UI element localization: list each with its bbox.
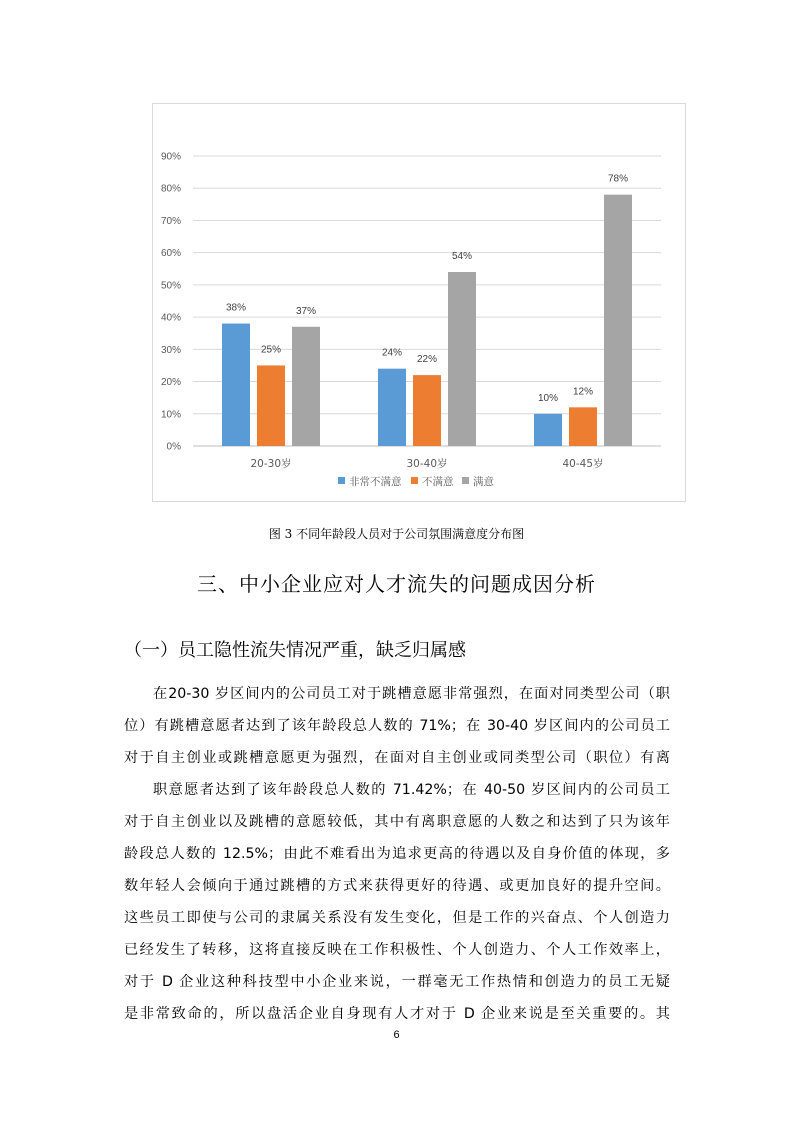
paragraph-line: 在20-30 岁区间内的公司员工对于跳槽意愿非常强烈，在面对同类型公司（职 (153, 686, 670, 702)
bar (378, 369, 406, 446)
bar (569, 407, 597, 446)
data-label: 78% (607, 173, 629, 185)
x-tick-label: 40-45岁 (562, 458, 604, 470)
y-tick-label: 30% (160, 344, 181, 356)
y-tick-label: 10% (160, 409, 181, 421)
bar-chart (153, 104, 687, 503)
legend-swatch (338, 477, 345, 484)
y-tick-label: 40% (160, 312, 181, 324)
x-tick-label: 30-40岁 (406, 458, 448, 470)
x-tick-label: 20-30岁 (250, 458, 292, 470)
legend-swatch (462, 477, 469, 484)
paragraph-line: 龄段总人数的 12.5%；由此不难看出为追求更高的待遇以及自身价值的体现，多 (124, 846, 670, 862)
data-label: 25% (260, 344, 282, 356)
y-tick-label: 70% (160, 215, 181, 227)
y-tick-label: 80% (160, 183, 181, 195)
chart-frame (152, 103, 686, 502)
y-tick-label: 0% (166, 441, 181, 453)
subsection-title: （一）员工隐性流失情况严重，缺乏归属感 (124, 640, 466, 661)
bar (222, 324, 250, 446)
data-label: 38% (225, 302, 247, 314)
page-number: 6 (393, 1029, 400, 1041)
data-label: 54% (451, 251, 473, 262)
bar (292, 327, 320, 446)
legend-label: 满意 (473, 476, 494, 488)
y-tick-label: 90% (160, 151, 181, 163)
paragraph-line: 对于自主创业以及跳槽的意愿较低，其中有离职意愿的人数之和达到了只为该年 (124, 814, 670, 830)
bar (413, 375, 441, 446)
bar (534, 414, 562, 446)
paragraph-line: 对于 D 企业这种科技型中小企业来说，一群毫无工作热情和创造力的员工无疑 (124, 974, 670, 990)
legend-label: 不满意 (422, 476, 454, 488)
section-title: 三、中小企业应对人才流失的问题成因分析 (197, 572, 596, 596)
data-label: 12% (572, 386, 594, 398)
data-label: 10% (537, 392, 559, 404)
paragraph-line: 对于自主创业或跳槽意愿更为强烈，在面对自主创业或同类型公司（职位）有离 (124, 750, 670, 766)
paragraph-line: 职意愿者达到了该年龄段总人数的 71.42%；在 40-50 岁区间内的公司员工 (153, 782, 670, 798)
bar (604, 195, 632, 446)
legend-label: 非常不满意 (349, 476, 402, 488)
figure-caption: 图 3 不同年龄段人员对于公司氛围满意度分布图 (268, 527, 525, 541)
bar (257, 365, 285, 446)
data-label: 37% (295, 305, 317, 317)
paragraph-line: 已经发生了转移，这将直接反映在工作积极性、个人创造力、个人工作效率上， (124, 942, 670, 958)
paragraph-line: 数年轻人会倾向于通过跳槽的方式来获得更好的待遇、或更加良好的提升空间。 (124, 878, 670, 894)
data-label: 24% (381, 347, 403, 359)
y-tick-label: 50% (160, 280, 181, 292)
paragraph-line: 位）有跳槽意愿者达到了该年龄段总人数的 71%；在 30-40 岁区间内的公司员工 (124, 718, 670, 734)
data-label: 22% (416, 354, 438, 366)
paragraph-line: 这些员工即使与公司的隶属关系没有发生变化，但是工作的兴奋点、个人创造力 (124, 910, 670, 926)
bar (448, 272, 476, 446)
paragraph-line: 是非常致命的，所以盘活企业自身现有人才对于 D 企业来说是至关重要的。其 (124, 1006, 670, 1022)
y-tick-label: 20% (160, 377, 181, 389)
y-tick-label: 60% (160, 248, 181, 260)
legend-swatch (411, 477, 418, 484)
